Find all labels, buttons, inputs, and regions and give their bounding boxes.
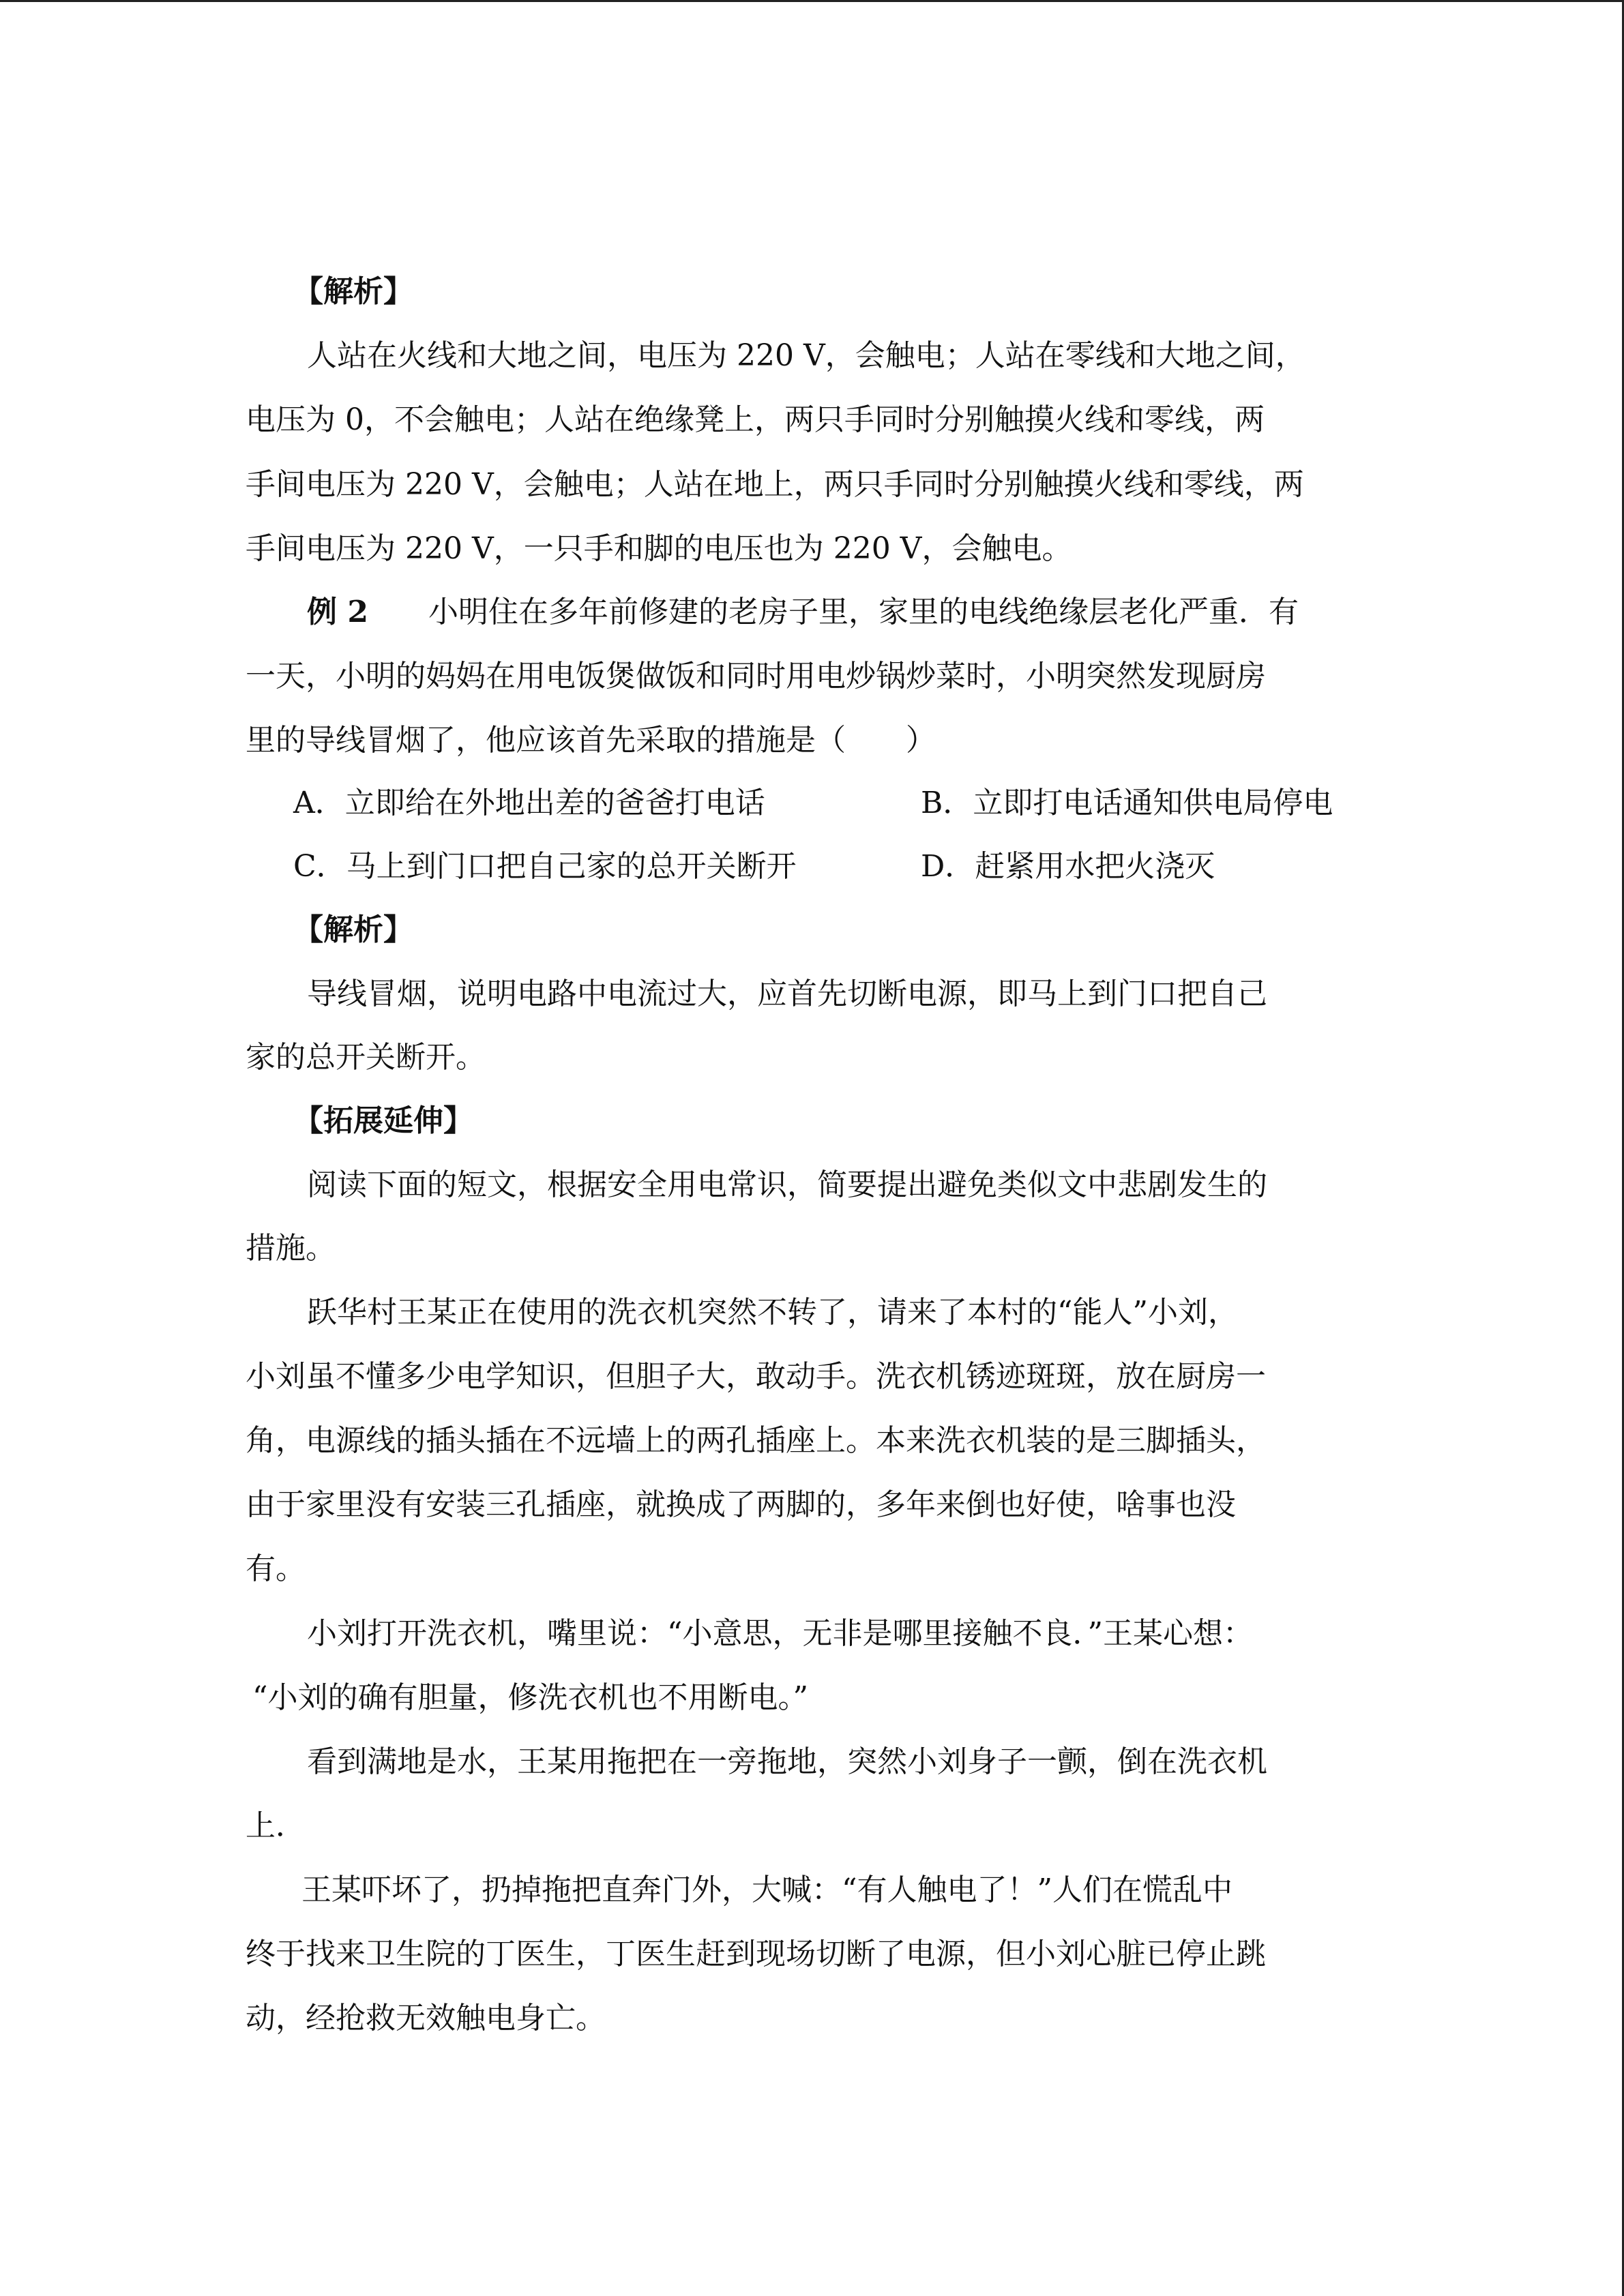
option-c: C．马上到门口把自己家的总开关断开 [293,849,797,884]
page-border-top [0,0,1624,2]
analysis1-line-1: 人站在火线和大地之间，电压为 220 V，会触电；人站在零线和大地之间， [307,338,1305,373]
extension-intro-line-2: 措施。 [246,1231,336,1266]
example2-label: 例 2 [307,595,368,629]
analysis2-line-1: 导线冒烟，说明电路中电流过大，应首先切断电源，即马上到门口把自己 [307,976,1267,1011]
analysis2-heading: 【解析】 [293,912,413,947]
story-p1-line-1: 跃华村王某正在使用的洗衣机突然不转了，请来了本村的“能人”小刘， [307,1295,1238,1330]
analysis1-line-4: 手间电压为 220 V，一只手和脚的电压也为 220 V，会触电。 [246,531,1072,566]
story-p2-line-1: 小刘打开洗衣机，嘴里说：“小意思，无非是哪里接触不良．”王某心想： [307,1616,1253,1651]
story-p1-line-4: 由于家里没有安装三孔插座，就换成了两脚的，多年来倒也好使，啥事也没 [246,1487,1236,1522]
story-p4-line-1: 王某吓坏了，扔掉拖把直奔门外，大喊：“有人触电了！”人们在慌乱中 [301,1873,1232,1907]
story-p1-line-3: 角，电源线的插头插在不远墙上的两孔插座上。本来洗衣机装的是三脚插头， [246,1423,1266,1458]
analysis1-line-2: 电压为 0，不会触电；人站在绝缘凳上，两只手同时分别触摸火线和零线，两 [246,402,1265,437]
story-p4-line-3: 动，经抢救无效触电身亡。 [246,2001,606,2036]
extension-heading: 【拓展延伸】 [293,1103,473,1138]
story-p1-line-2: 小刘虽不懂多少电学知识，但胆子大，敢动手。洗衣机锈迹斑斑，放在厨房一 [246,1359,1266,1394]
analysis2-line-2: 家的总开关断开。 [246,1040,486,1075]
option-d: D．赶紧用水把火浇灭 [921,849,1215,884]
example2-line-2: 一天，小明的妈妈在用电饭煲做饭和同时用电炒锅炒菜时，小明突然发现厨房 [246,659,1266,694]
analysis1-heading: 【解析】 [293,274,413,309]
extension-intro-line-1: 阅读下面的短文，根据安全用电常识，简要提出避免类似文中悲剧发生的 [307,1167,1267,1202]
story-p2-line-2: “小刘的确有胆量，修洗衣机也不用断电。” [252,1680,808,1715]
option-b: B．立即打电话通知供电局停电 [921,786,1333,820]
option-a: A．立即给在外地出差的爸爸打电话 [293,786,765,820]
story-p3-line-2: 上． [246,1808,306,1843]
story-p1-line-5: 有。 [246,1551,306,1586]
example2-line-3: 里的导线冒烟了，他应该首先采取的措施是（ ） [246,723,936,758]
story-p3-line-1: 看到满地是水，王某用拖把在一旁拖地，突然小刘身子一颤，倒在洗衣机 [307,1744,1267,1779]
analysis1-line-3: 手间电压为 220 V，会触电；人站在地上，两只手同时分别触摸火线和零线，两 [246,467,1304,502]
example2-line-1: 小明住在多年前修建的老房子里，家里的电线绝缘层老化严重．有 [428,595,1299,629]
story-p4-line-2: 终于找来卫生院的丁医生，丁医生赶到现场切断了电源，但小刘心脏已停止跳 [246,1937,1266,1971]
